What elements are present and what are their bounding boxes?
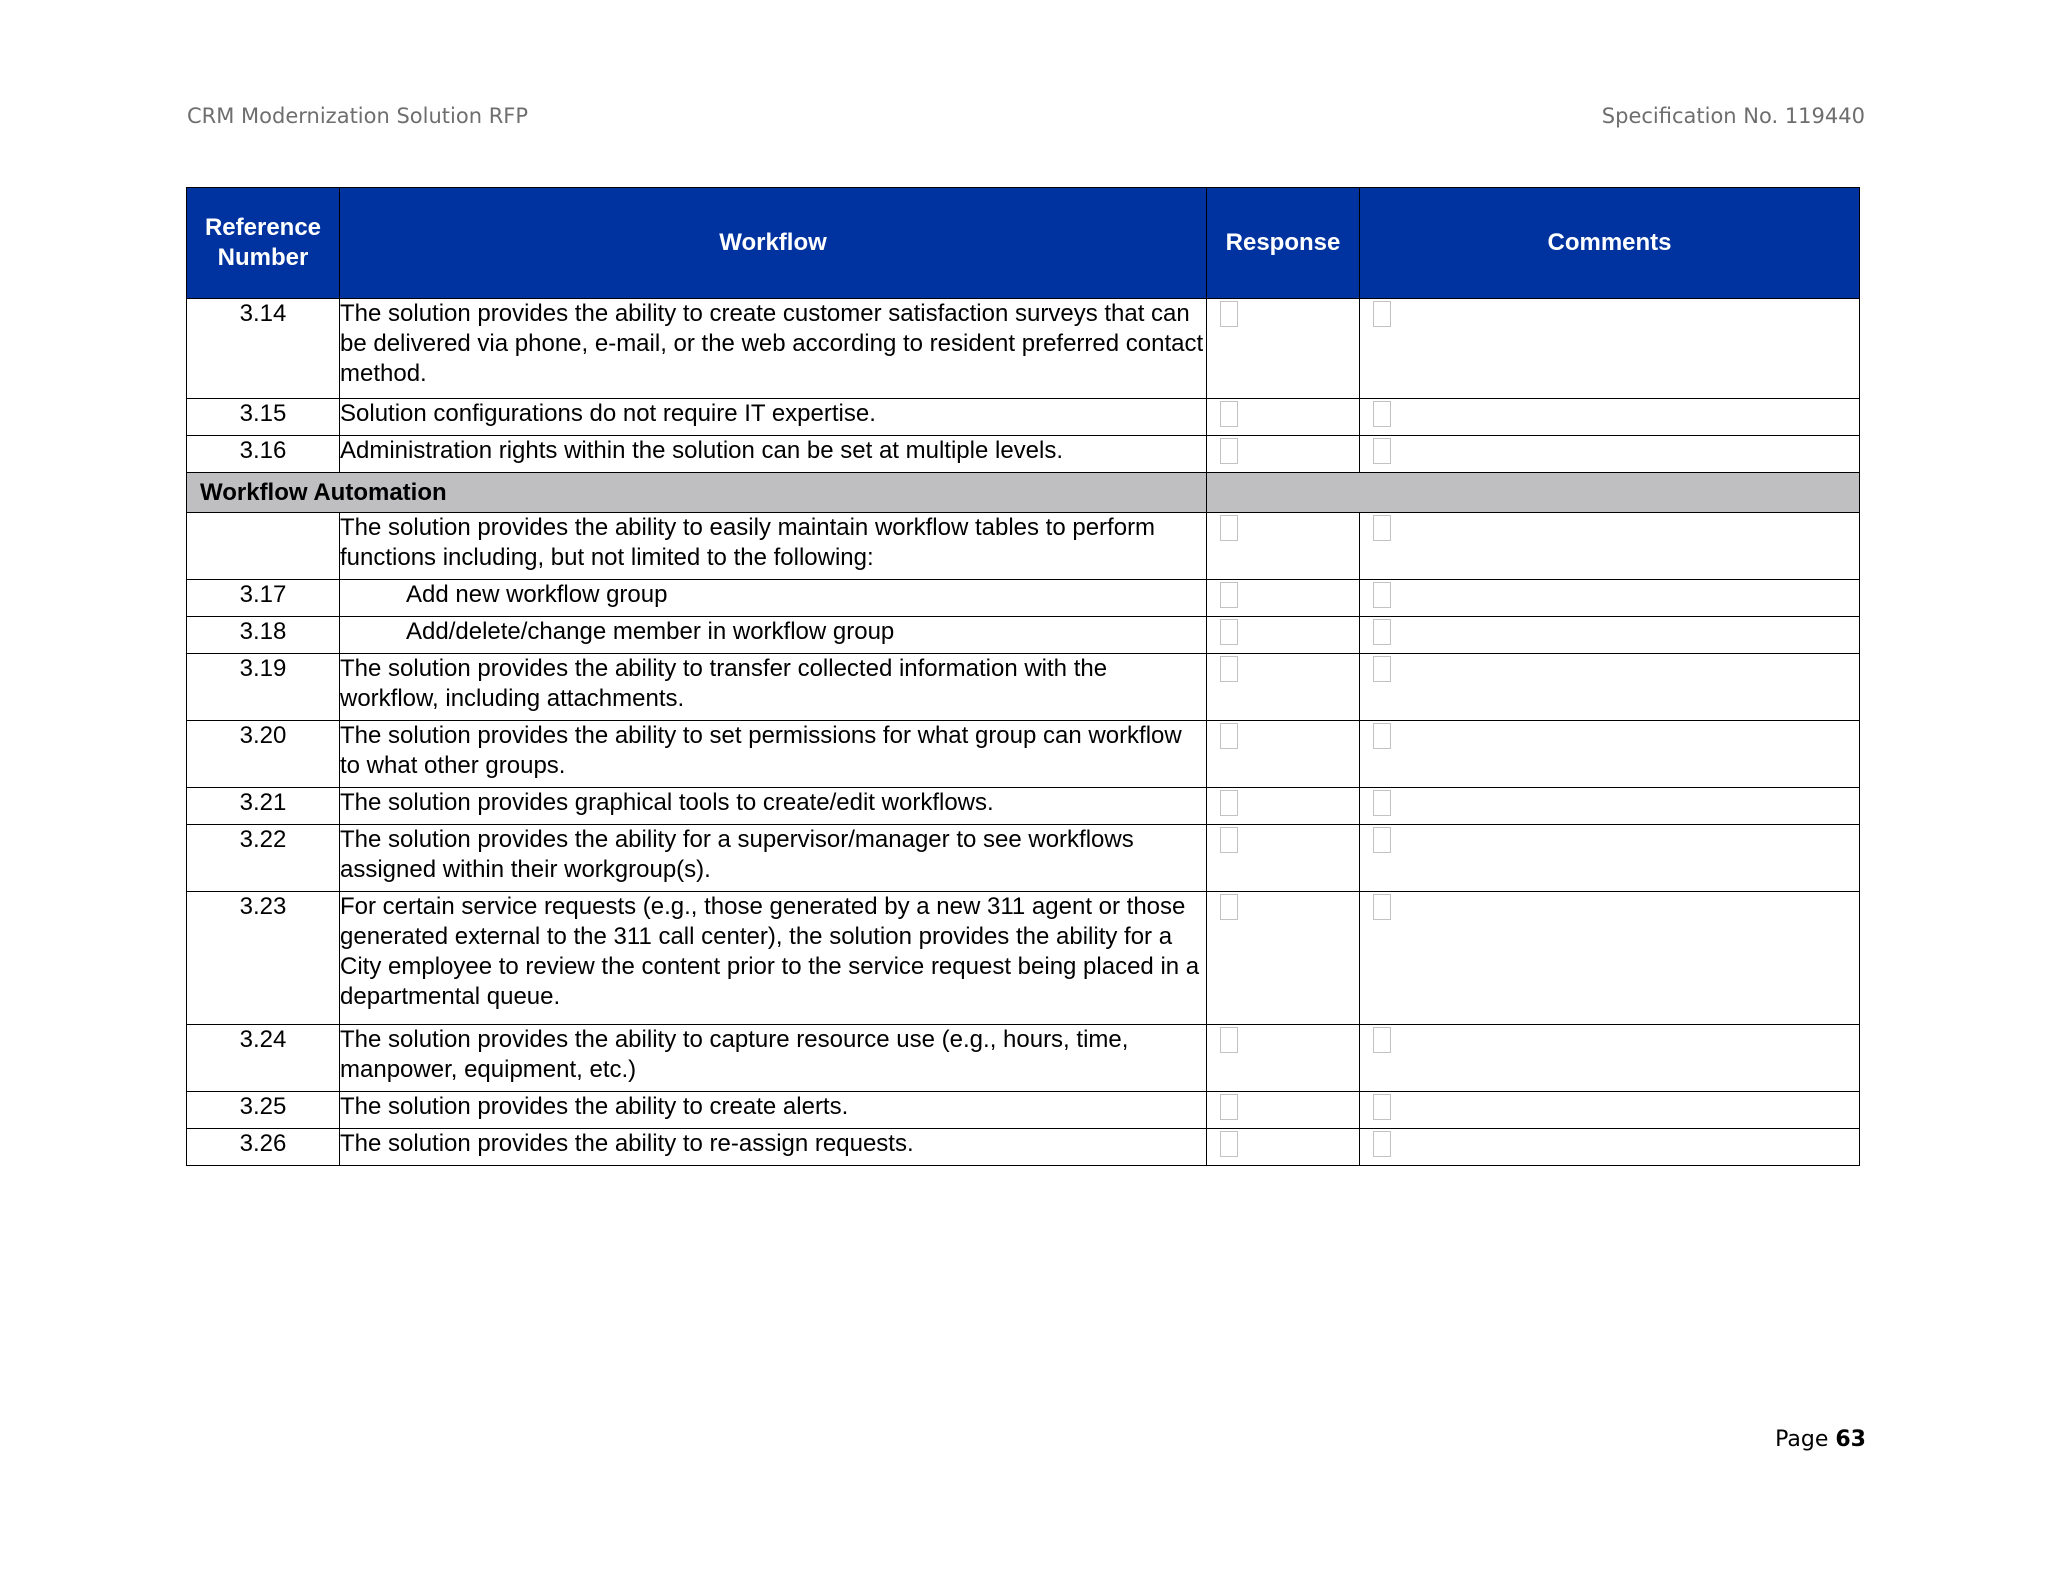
requirement-text: Solution configurations do not require IT expertise. <box>340 399 1207 436</box>
reference-number: 3.25 <box>187 1092 340 1129</box>
document-header-spec-number: Specification No. 119440 <box>1601 104 1865 128</box>
page-number-footer <box>1775 1427 1866 1452</box>
requirement-text: The solution provides the ability to capture resource use (e.g., hours, time, manpower, equipment, etc.) <box>340 1025 1207 1092</box>
response-field[interactable] <box>1220 723 1238 749</box>
response-field[interactable] <box>1220 790 1238 816</box>
reference-number: 3.22 <box>187 825 340 892</box>
requirement-text: The solution provides the ability for a supervisor/manager to see workflows assigned within their workgroup(s). <box>340 825 1207 892</box>
response-field[interactable] <box>1220 401 1238 427</box>
column-header-response: Response <box>1207 188 1360 299</box>
response-field[interactable] <box>1220 1094 1238 1120</box>
response-field[interactable] <box>1220 894 1238 920</box>
reference-number: 3.17 <box>187 580 340 617</box>
comments-field[interactable] <box>1373 656 1391 682</box>
comments-field[interactable] <box>1373 723 1391 749</box>
comments-field[interactable] <box>1373 401 1391 427</box>
comments-field[interactable] <box>1373 438 1391 464</box>
table-row <box>187 513 1860 580</box>
table-row <box>187 580 1860 617</box>
comments-field[interactable] <box>1373 827 1391 853</box>
comments-field[interactable] <box>1373 619 1391 645</box>
reference-number: 3.23 <box>187 892 340 1025</box>
response-field[interactable] <box>1220 827 1238 853</box>
table-row <box>187 721 1860 788</box>
table-row <box>187 399 1860 436</box>
response-field[interactable] <box>1220 619 1238 645</box>
response-field[interactable] <box>1220 1027 1238 1053</box>
comments-field[interactable] <box>1373 1027 1391 1053</box>
reference-number: 3.15 <box>187 399 340 436</box>
comments-field[interactable] <box>1373 1131 1391 1157</box>
table-row <box>187 654 1860 721</box>
table-row <box>187 825 1860 892</box>
requirement-text: The solution provides the ability to easily maintain workflow tables to perform functions including, but not limited to the following: <box>340 513 1207 580</box>
comments-field[interactable] <box>1373 582 1391 608</box>
reference-number: 3.19 <box>187 654 340 721</box>
table-row <box>187 1129 1860 1166</box>
comments-field[interactable] <box>1373 894 1391 920</box>
requirement-text: Add new workflow group <box>340 580 1207 617</box>
comments-field[interactable] <box>1373 301 1391 327</box>
document-header-title: CRM Modernization Solution RFP <box>187 104 529 128</box>
table-header-row <box>187 188 1860 299</box>
reference-number: 3.18 <box>187 617 340 654</box>
table-row <box>187 1025 1860 1092</box>
section-title: Workflow Automation <box>187 473 1207 513</box>
comments-field[interactable] <box>1373 1094 1391 1120</box>
response-field[interactable] <box>1220 438 1238 464</box>
response-field[interactable] <box>1220 582 1238 608</box>
table-row <box>187 617 1860 654</box>
reference-number: 3.24 <box>187 1025 340 1092</box>
column-header-reference: Reference Number <box>187 188 340 299</box>
table-row <box>187 892 1860 1025</box>
requirement-text: Add/delete/change member in workflow group <box>340 617 1207 654</box>
page-number: 63 <box>1835 1427 1866 1452</box>
response-field[interactable] <box>1220 1131 1238 1157</box>
reference-number <box>187 513 340 580</box>
requirements-table <box>186 187 1860 1166</box>
requirement-text: The solution provides the ability to set permissions for what group can workflow to what other groups. <box>340 721 1207 788</box>
column-header-workflow: Workflow <box>340 188 1207 299</box>
response-field[interactable] <box>1220 301 1238 327</box>
comments-field[interactable] <box>1373 790 1391 816</box>
response-field[interactable] <box>1220 656 1238 682</box>
reference-number: 3.16 <box>187 436 340 473</box>
table-row <box>187 1092 1860 1129</box>
requirement-text: The solution provides the ability to transfer collected information with the workflow, including attachments. <box>340 654 1207 721</box>
reference-number: 3.26 <box>187 1129 340 1166</box>
table-row <box>187 299 1860 399</box>
requirement-text: The solution provides the ability to create customer satisfaction surveys that can be delivered via phone, e-mail, or the web according to resident preferred contact method. <box>340 299 1207 399</box>
requirement-text: For certain service requests (e.g., those generated by a new 311 agent or those generated external to the 311 call center), the solution provides the ability for a City employee to review the content prior to the service request being placed in a departmental queue. <box>340 892 1207 1025</box>
reference-number: 3.20 <box>187 721 340 788</box>
requirement-text: Administration rights within the solution can be set at multiple levels. <box>340 436 1207 473</box>
section-row <box>187 473 1860 513</box>
column-header-comments: Comments <box>1360 188 1860 299</box>
page-label: Page <box>1775 1427 1829 1452</box>
reference-number: 3.21 <box>187 788 340 825</box>
requirement-text: The solution provides the ability to create alerts. <box>340 1092 1207 1129</box>
table-row <box>187 436 1860 473</box>
requirement-text: The solution provides the ability to re-assign requests. <box>340 1129 1207 1166</box>
response-field[interactable] <box>1220 515 1238 541</box>
requirement-text: The solution provides graphical tools to create/edit workflows. <box>340 788 1207 825</box>
table-row <box>187 788 1860 825</box>
reference-number: 3.14 <box>187 299 340 399</box>
comments-field[interactable] <box>1373 515 1391 541</box>
